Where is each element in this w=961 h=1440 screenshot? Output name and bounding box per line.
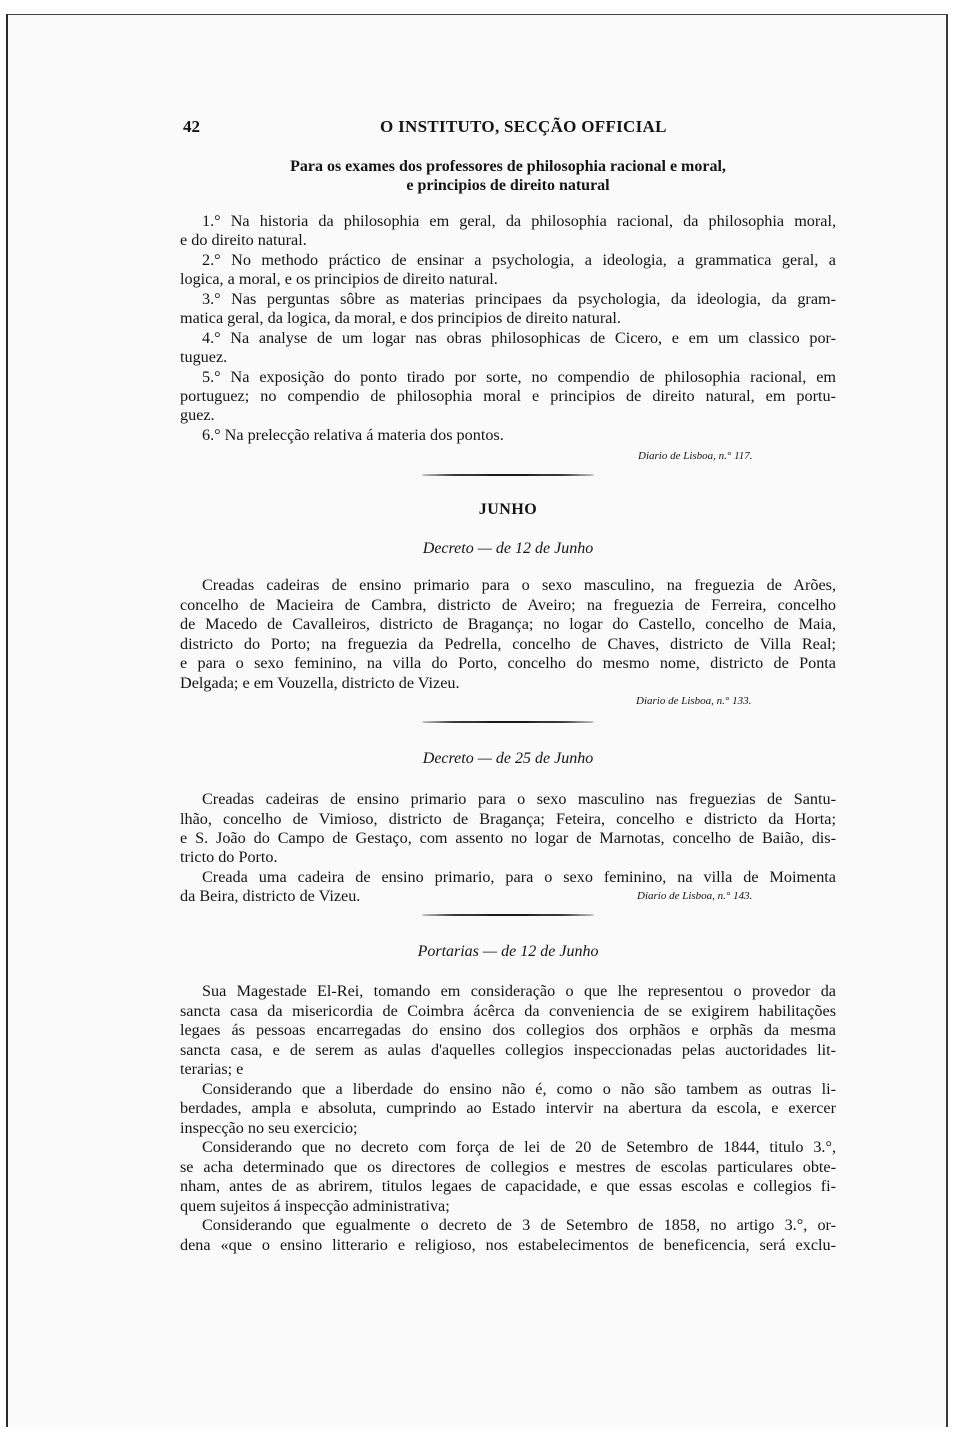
- portaria-line: inspecção no seu exercicio;: [180, 1119, 358, 1137]
- section-divider: [422, 721, 594, 723]
- decree-2-line: tricto do Porto.: [180, 848, 278, 866]
- decree-1-line: concelho de Macieira de Cambra, districto de Aveiro; na freguezia de Ferreira, concelho: [180, 596, 836, 614]
- portaria-line: nham, antes de as abrirem, titulos legaes de capacidade, e que essas escolas e collegios fi-: [180, 1177, 836, 1195]
- exam-line: logica, a moral, e os principios de direito natural.: [180, 270, 498, 288]
- decree-2-line: e S. João do Campo de Gestaço, com assento no logar de Marnotas, concelho de Baião, dis-: [180, 829, 836, 847]
- portarias-title: Portarias — de 12 de Junho: [417, 943, 599, 960]
- month-heading: JUNHO: [478, 501, 538, 518]
- exam-line: 2.° No methodo práctico de ensinar a psychologia, a ideologia, a grammatica geral, a: [202, 251, 836, 269]
- decree-1-line: Delgada; e em Vouzella, districto de Vizeu.: [180, 674, 460, 692]
- portaria-line: terarias; e: [180, 1060, 244, 1078]
- section-divider: [422, 474, 594, 476]
- portaria-line: quem sujeitos á inspecção administrativa;: [180, 1197, 450, 1215]
- exam-line: 1.° Na historia da philosophia em geral, da philosophia racional, da philosophia moral,: [202, 212, 836, 230]
- decree-1-line: Creadas cadeiras de ensino primario para o sexo masculino, na freguezia de Arões,: [202, 576, 836, 594]
- decree-1-line: de Macedo de Cavalleiros, districto de Bragança; no logar do Castello, concelho de Maia,: [180, 615, 836, 633]
- portaria-line: Sua Magestade El-Rei, tomando em consideração o que lhe representou o provedor da: [202, 982, 836, 1000]
- exams-heading-line: e principios de direito natural: [406, 177, 610, 194]
- exam-line: 6.° Na prelecção relativa á materia dos pontos.: [202, 426, 504, 444]
- portaria-line: sancta casa, e de serem as aulas d'aquelles collegios inspeccionadas pelas auctoridades lit-: [180, 1041, 836, 1059]
- exam-line: matica geral, da logica, da moral, e dos principios de direito natural.: [180, 309, 621, 327]
- exam-line: tuguez.: [180, 348, 228, 366]
- portaria-line: dena «que o ensino litterario e religioso, nos estabelecimentos de beneficencia, será exclu-: [180, 1236, 836, 1254]
- decree-2-line: da Beira, districto de Vizeu.: [180, 887, 361, 905]
- exams-heading-line: Para os exames dos professores de philosophia racional e moral,: [290, 158, 726, 175]
- decree-1-title: Decreto — de 12 de Junho: [422, 540, 594, 557]
- exam-line: e do direito natural.: [180, 231, 307, 249]
- decree-2-line: Creadas cadeiras de ensino primario para o sexo masculino nas freguezias de Santu-: [202, 790, 836, 808]
- exams-heading: [180, 157, 836, 195]
- portaria-line: sancta casa da misericordia de Coimbra ácêrca da conveniencia de se exigirem habilitações: [180, 1002, 836, 1020]
- decree-2-line: Creada uma cadeira de ensino primario, para o sexo feminino, na villa de Moimenta: [202, 868, 836, 886]
- decree-1-source: Diario de Lisboa, n.° 133.: [636, 695, 752, 707]
- portaria-line: berdades, ampla e absoluta, cumprindo ao Estado intervir na abertura da escola, e exercer: [180, 1099, 836, 1117]
- exam-line: portuguez; no compendio de philosophia moral e principios de direito natural, em portu-: [180, 387, 836, 405]
- portaria-line: Considerando que a liberdade do ensino não é, como o não são tambem as outras li-: [202, 1080, 836, 1098]
- exam-line: 4.° Na analyse de um logar nas obras philosophicas de Cicero, e em um classico por-: [202, 329, 836, 347]
- portaria-line: Considerando que no decreto com força de lei de 20 de Setembro de 1844, titulo 3.°,: [202, 1138, 836, 1156]
- portaria-line: legaes ás pessoas encarregadas do ensino dos collegios dos orphãos e orphãs da mesma: [180, 1021, 836, 1039]
- portaria-line: se acha determinado que os directores de collegios e mestres de escolas particulares obte-: [180, 1158, 836, 1176]
- exam-line: 5.° Na exposição do ponto tirado por sorte, no compendio de philosophia racional, em: [202, 368, 836, 386]
- running-header-title: O INSTITUTO, SECÇÃO OFFICIAL: [380, 117, 667, 136]
- section-divider: [422, 914, 594, 916]
- page-number: 42: [183, 117, 200, 136]
- decree-2-title: Decreto — de 25 de Junho: [422, 750, 594, 767]
- decree-2-line: lhão, concelho de Vimioso, districto de Bragança; Feteira, concelho e districto da Horta;: [180, 810, 836, 828]
- decree-2-source: Diario de Lisboa, n.° 143.: [637, 890, 753, 902]
- exam-line: 3.° Nas perguntas sôbre as materias principaes da psychologia, da ideologia, da gram-: [202, 290, 836, 308]
- exam-line: guez.: [180, 406, 215, 424]
- decree-1-line: districto do Porto; na freguezia da Pedrella, concelho de Chaves, districto de Villa Real;: [180, 635, 836, 653]
- decree-1-line: e para o sexo feminino, na villa do Porto, concelho do mesmo nome, districto de Ponta: [180, 654, 836, 672]
- portaria-line: Considerando que egualmente o decreto de 3 de Setembro de 1858, no artigo 3.°, or-: [202, 1216, 836, 1234]
- exams-source: Diario de Lisboa, n.° 117.: [638, 450, 753, 462]
